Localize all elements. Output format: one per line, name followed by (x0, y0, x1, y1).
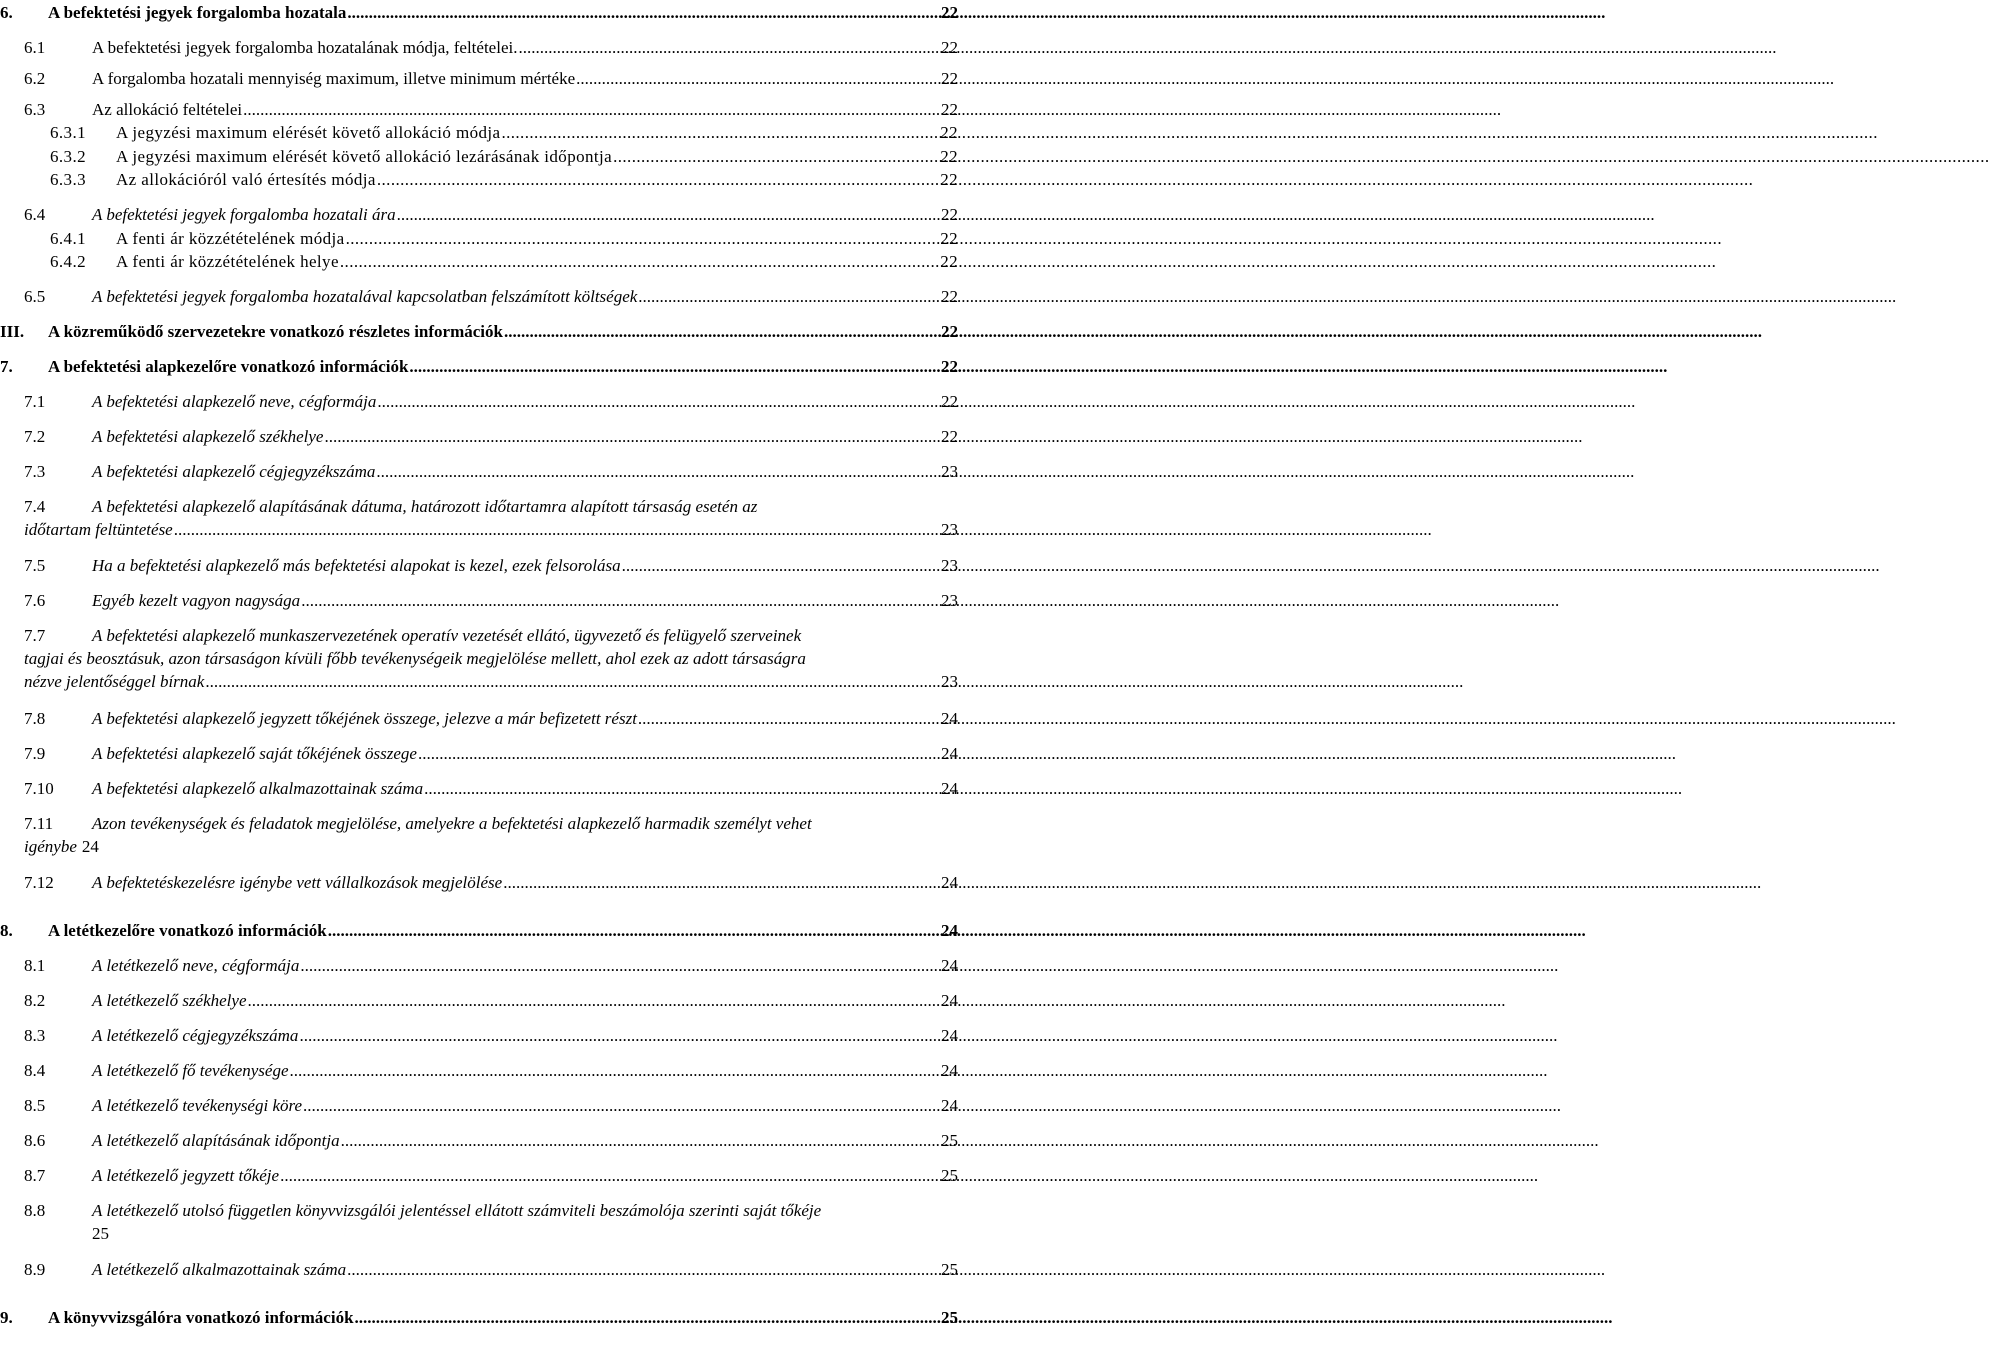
section-title-line: igénybe (24, 837, 77, 856)
toc-entry[interactable] (0, 1258, 960, 1281)
dot-leader (243, 98, 940, 121)
page-number: 22 (941, 3, 958, 22)
toc-entry[interactable] (0, 355, 960, 378)
page-number: 25 (941, 1308, 958, 1327)
section-number: 6.3.2 (50, 147, 86, 166)
toc-entry[interactable] (0, 812, 960, 858)
toc-line (0, 624, 960, 647)
section-title: A letétkezelőre vonatkozó információk (48, 921, 327, 940)
page-number: 25 (941, 1166, 958, 1185)
section-number: 7.4 (24, 497, 46, 516)
toc-line (0, 1094, 960, 1117)
toc-line (0, 1306, 960, 1329)
page-number: 23 (941, 556, 958, 575)
dot-leader (613, 145, 939, 168)
section-number: 7. (0, 357, 13, 376)
section-title: A letétkezelő alkalmazottainak száma (92, 1260, 347, 1279)
section-number: 8.6 (24, 1131, 46, 1150)
toc-line (0, 554, 960, 577)
page-number: 25 (941, 1131, 958, 1150)
page-number: 23 (941, 462, 958, 481)
dot-leader (424, 777, 940, 800)
dot-leader (301, 589, 940, 612)
page-number: 25 (941, 1260, 958, 1279)
toc-entry[interactable] (0, 98, 960, 121)
toc-line (0, 1258, 960, 1281)
page-number: 22 (940, 252, 958, 271)
section-number: 8.3 (24, 1026, 46, 1045)
toc-entry[interactable] (0, 554, 960, 577)
section-number: 6.2 (24, 69, 46, 88)
page-number: 22 (940, 229, 958, 248)
section-title-line: időtartam feltüntetése (24, 520, 173, 539)
toc-line (0, 742, 960, 765)
toc-line (0, 589, 960, 612)
toc-entry[interactable] (0, 121, 960, 144)
toc-entry[interactable] (0, 871, 960, 894)
section-title: A könyvvizsgálóra vonatkozó információk (48, 1308, 354, 1327)
page-number: 22 (941, 100, 958, 119)
section-title-line: A letétkezelő utolsó független könyvvizsgálói jelentéssel ellátott számviteli beszámolója szerinti saját tőkéje (92, 1201, 822, 1220)
dot-leader (638, 707, 940, 730)
dot-leader (341, 1129, 940, 1152)
toc-line (0, 1222, 960, 1245)
toc-entry[interactable] (0, 250, 960, 273)
toc-line (0, 1059, 960, 1082)
section-title: A közreműködő szervezetekre vonatkozó részletes információk (48, 322, 503, 341)
toc-line (0, 1024, 960, 1047)
dot-leader (248, 989, 941, 1012)
page-number: 24 (941, 744, 958, 763)
page-number: 22 (941, 205, 958, 224)
toc-entry[interactable] (0, 707, 960, 730)
toc-entry[interactable] (0, 168, 960, 191)
dot-leader (280, 1164, 940, 1187)
section-number: 8.4 (24, 1061, 46, 1080)
toc-line (0, 1164, 960, 1187)
toc-line (0, 518, 960, 541)
dot-leader (303, 1094, 940, 1117)
toc-line (0, 320, 960, 343)
page-number: 22 (941, 287, 958, 306)
page-number: 24 (941, 921, 958, 940)
page-number: 24 (81, 837, 99, 856)
section-title-line: A befektetési alapkezelő alapításának dátuma, határozott időtartamra alapított társaság esetén az (92, 497, 758, 516)
toc-entry[interactable] (0, 36, 960, 59)
section-title: A befektetési jegyek forgalomba hozatala (48, 3, 347, 22)
section-title: Ha a befektetési alapkezelő más befektetési alapokat is kezel, ezek felsorolása (92, 556, 621, 575)
page-number: 23 (941, 672, 958, 691)
toc-entry[interactable] (0, 1, 960, 24)
dot-leader (418, 742, 940, 765)
toc-line (0, 647, 960, 670)
toc-line (0, 203, 960, 226)
section-number: 8.5 (24, 1096, 46, 1115)
section-number: 7.5 (24, 556, 46, 575)
page-number: 22 (940, 147, 958, 166)
section-number: 7.10 (24, 779, 54, 798)
section-title: Egyéb kezelt vagyon nagysága (92, 591, 301, 610)
section-number: 6.3.1 (50, 123, 86, 142)
section-number: 6. (0, 3, 13, 22)
section-title: A befektetési alapkezelő székhelye (92, 427, 324, 446)
page-number: 24 (941, 779, 958, 798)
section-number: 7.7 (24, 626, 46, 645)
toc-line (0, 495, 960, 518)
toc-line (0, 121, 960, 144)
toc-entry[interactable] (0, 1024, 960, 1047)
toc-line (0, 835, 960, 858)
toc-line (0, 67, 960, 90)
section-number: 8. (0, 921, 13, 940)
page-number: 24 (941, 1096, 958, 1115)
section-title-line: tagjai és beosztásuk, azon társaságon kívüli főbb tevékenységeik megjelölése mellett, ahol ezek az adott társaságra (24, 649, 806, 668)
section-number: 6.3 (24, 100, 46, 119)
toc-entry[interactable] (0, 1306, 960, 1329)
dot-leader (501, 121, 939, 144)
section-title: A forgalomba hozatali mennyiség maximum, illetve minimum mértéke (92, 69, 576, 88)
toc-line (0, 460, 960, 483)
toc-line (0, 227, 960, 250)
section-number: 7.11 (24, 814, 54, 833)
section-title: A letétkezelő alapításának időpontja (92, 1131, 340, 1150)
section-title: A befektetési alapkezelő alkalmazottainak száma (92, 779, 424, 798)
page-number: 22 (941, 69, 958, 88)
dot-leader (377, 168, 939, 191)
section-number: 8.1 (24, 956, 46, 975)
toc-entry[interactable] (0, 320, 960, 343)
section-title: A befektetési alapkezelő saját tőkéjének összege (92, 744, 417, 763)
dot-leader (409, 355, 940, 378)
section-title: A letétkezelő jegyzett tőkéje (92, 1166, 280, 1185)
toc-entry[interactable] (0, 954, 960, 977)
section-number: III. (0, 322, 25, 341)
dot-leader (377, 390, 940, 413)
page-number: 22 (941, 392, 958, 411)
dot-leader (290, 1059, 941, 1082)
section-number: 8.2 (24, 991, 46, 1010)
toc-line (0, 1129, 960, 1152)
section-title: A letétkezelő székhelye (92, 991, 247, 1010)
toc-line (0, 425, 960, 448)
section-title: A befektetési alapkezelő neve, cégformája (92, 392, 377, 411)
toc-entry[interactable] (0, 624, 960, 693)
dot-leader (355, 1306, 940, 1329)
section-title-line: Azon tevékenységek és feladatok megjelölése, amelyekre a befektetési alapkezelő harmadik személyt vehet (92, 814, 812, 833)
toc-entry[interactable] (0, 1094, 960, 1117)
toc-entry[interactable] (0, 203, 960, 226)
section-number: 6.1 (24, 38, 46, 57)
section-number: 6.4.2 (50, 252, 86, 271)
section-number: 7.9 (24, 744, 46, 763)
section-title: A befektetési alapkezelőre vonatkozó információk (48, 357, 409, 376)
page-number: 23 (941, 520, 958, 539)
section-title: A befektetési alapkezelő jegyzett tőkéjének összege, jelezve a már befizetett részt (92, 709, 637, 728)
page-number: 24 (941, 709, 958, 728)
toc-line (0, 1199, 960, 1222)
section-number: 6.3.3 (50, 170, 86, 189)
toc-line (0, 390, 960, 413)
dot-leader (300, 954, 940, 977)
page-number: 22 (941, 427, 958, 446)
dot-leader (174, 518, 940, 541)
dot-leader (576, 67, 940, 90)
toc-entry[interactable] (0, 1059, 960, 1082)
section-title: A jegyzési maximum elérését követő allokáció lezárásának időpontja (116, 147, 613, 166)
page-number: 24 (941, 873, 958, 892)
dot-leader (205, 670, 940, 693)
page-number: 22 (941, 38, 958, 57)
toc-entry[interactable] (0, 1129, 960, 1152)
toc-line (0, 919, 960, 942)
table-of-contents (0, 0, 960, 1368)
section-title-line: A befektetési alapkezelő munkaszervezetének operatív vezetését ellátó, ügyvezető és felügyelő szerveinek (92, 626, 802, 645)
toc-line (0, 98, 960, 121)
toc-line (0, 36, 960, 59)
section-title: Az allokációról való értesítés módja (116, 170, 376, 189)
section-number: 7.8 (24, 709, 46, 728)
dot-leader (346, 227, 940, 250)
section-number: 7.6 (24, 591, 46, 610)
toc-entry[interactable] (0, 425, 960, 448)
toc-entry[interactable] (0, 390, 960, 413)
toc-line (0, 812, 960, 835)
dot-leader (376, 460, 940, 483)
page-number: 24 (941, 991, 958, 1010)
section-title: A befektetési jegyek forgalomba hozatalával kapcsolatban felszámított költségek (92, 287, 638, 306)
section-number: 6.4 (24, 205, 46, 224)
toc-entry[interactable] (0, 1199, 960, 1245)
toc-entry[interactable] (0, 227, 960, 250)
toc-entry[interactable] (0, 145, 960, 168)
section-title: A letétkezelő neve, cégformája (92, 956, 300, 975)
section-title: A befektetési jegyek forgalomba hozatali ára (92, 205, 396, 224)
dot-leader (397, 203, 940, 226)
section-title: Az allokáció feltételei (92, 100, 243, 119)
toc-line (0, 707, 960, 730)
toc-entry[interactable] (0, 989, 960, 1012)
toc-line (0, 168, 960, 191)
section-title: A fenti ár közzétételének helye (116, 252, 339, 271)
page-number: 22 (941, 322, 958, 341)
section-title-line: nézve jelentőséggel bírnak (24, 672, 205, 691)
page-number: 23 (941, 591, 958, 610)
dot-leader (503, 871, 940, 894)
section-title: A befektetési jegyek forgalomba hozatalának módja, feltételei. (92, 38, 518, 57)
section-number: 7.12 (24, 873, 54, 892)
toc-line (0, 871, 960, 894)
dot-leader (518, 36, 940, 59)
page-number: 22 (941, 357, 958, 376)
section-title: A fenti ár közzétételének módja (116, 229, 345, 248)
section-number: 7.2 (24, 427, 46, 446)
section-title: A letétkezelő fő tevékenysége (92, 1061, 289, 1080)
dot-leader (328, 919, 940, 942)
toc-entry[interactable] (0, 460, 960, 483)
dot-leader (299, 1024, 940, 1047)
toc-entry[interactable] (0, 495, 960, 541)
toc-line (0, 355, 960, 378)
section-number: 9. (0, 1308, 13, 1327)
toc-entry[interactable] (0, 589, 960, 612)
section-number: 6.4.1 (50, 229, 86, 248)
section-title: A letétkezelő tevékenységi köre (92, 1096, 303, 1115)
toc-line (0, 250, 960, 273)
toc-entry[interactable] (0, 919, 960, 942)
dot-leader (324, 425, 940, 448)
dot-leader (504, 320, 940, 343)
section-title: A jegyzési maximum elérését követő allokáció módja (116, 123, 501, 142)
dot-leader (638, 285, 940, 308)
section-number: 7.3 (24, 462, 46, 481)
dot-leader (340, 250, 939, 273)
toc-line (0, 989, 960, 1012)
page-number: 22 (940, 123, 958, 142)
page-number: 24 (941, 1026, 958, 1045)
toc-entry[interactable] (0, 1164, 960, 1187)
toc-line (0, 954, 960, 977)
toc-line (0, 145, 960, 168)
section-number: 7.1 (24, 392, 46, 411)
toc-entry[interactable] (0, 285, 960, 308)
toc-entry[interactable] (0, 67, 960, 90)
section-title: A befektetési alapkezelő cégjegyzékszáma (92, 462, 376, 481)
section-number: 8.7 (24, 1166, 46, 1185)
dot-leader (622, 554, 940, 577)
section-title: A letétkezelő cégjegyzékszáma (92, 1026, 299, 1045)
toc-line (0, 285, 960, 308)
section-number: 6.5 (24, 287, 46, 306)
page-number: 25 (92, 1224, 109, 1243)
dot-leader (347, 1, 940, 24)
dot-leader (347, 1258, 940, 1281)
toc-entry[interactable] (0, 742, 960, 765)
page-number: 24 (941, 956, 958, 975)
section-number: 8.9 (24, 1260, 46, 1279)
toc-entry[interactable] (0, 777, 960, 800)
toc-line (0, 670, 960, 693)
toc-line (0, 1, 960, 24)
page-number: 24 (941, 1061, 958, 1080)
page-number: 22 (940, 170, 958, 189)
toc-line (0, 777, 960, 800)
section-number: 8.8 (24, 1201, 46, 1220)
section-title: A befektetéskezelésre igénybe vett vállalkozások megjelölése (92, 873, 503, 892)
